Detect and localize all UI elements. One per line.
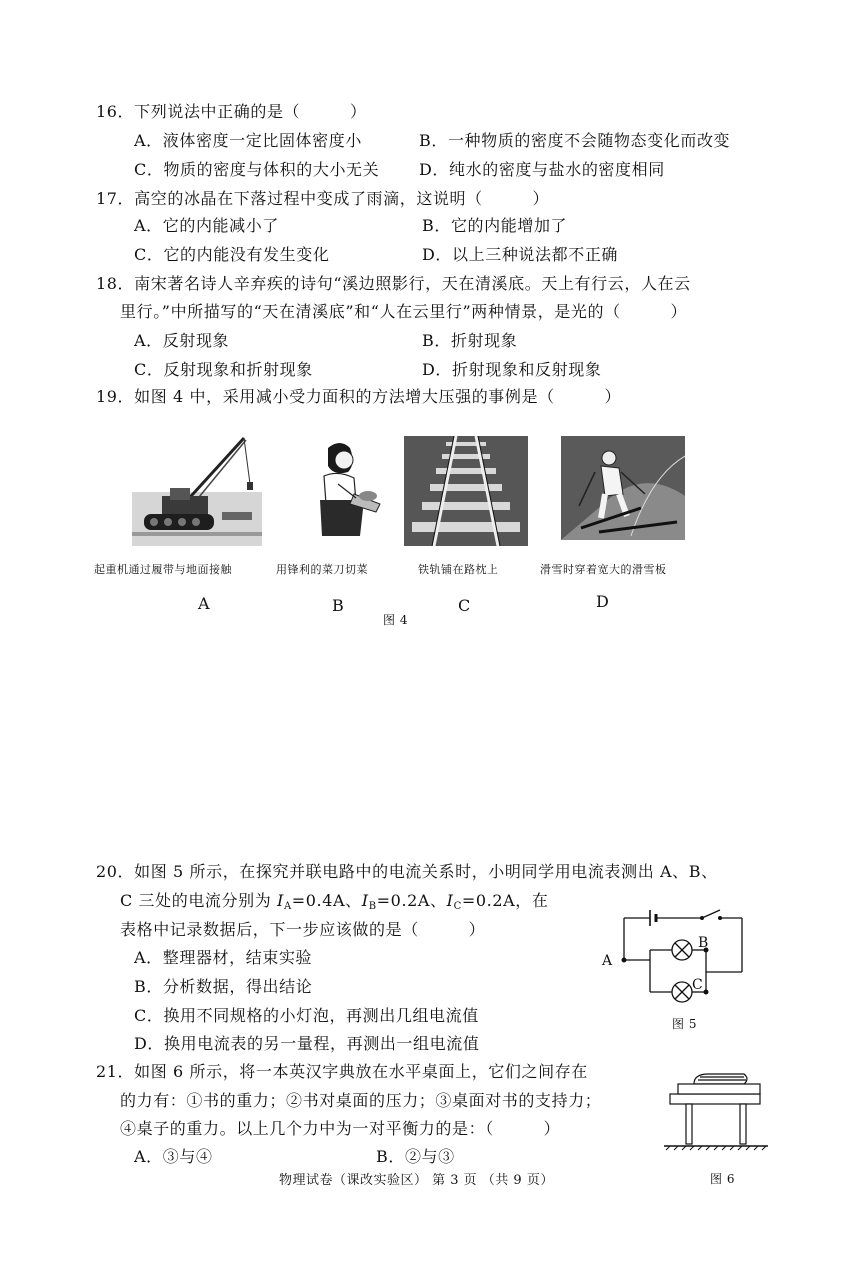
q20-stem-line3: 表格中记录数据后，下一步应该做的是（ ）: [120, 920, 486, 939]
q16-option-a: A．液体密度一定比固体密度小: [134, 131, 362, 150]
fig4-letter-c: C: [458, 596, 471, 615]
q21-option-a: A．③与④: [134, 1147, 213, 1166]
fig4-caption-c: 铁轨铺在路枕上: [418, 563, 499, 576]
fig4-letter-b: B: [332, 596, 345, 615]
q18-option-b: B．折射现象: [422, 331, 518, 350]
q21-stem-line2: 的力有：①书的重力；②书对桌面的压力；③桌面对书的支持力；: [120, 1091, 602, 1110]
cutting-vegetables-image: [298, 438, 384, 542]
q17-option-b: B．它的内能增加了: [422, 216, 568, 235]
fig4-label: 图 4: [383, 613, 408, 627]
q16-option-b: B．一种物质的密度不会随物态变化而改变: [419, 131, 731, 150]
fig4-caption-d: 滑雪时穿着宽大的滑雪板: [540, 563, 667, 576]
q17-option-c: C．它的内能没有发生变化: [134, 245, 330, 264]
q18-stem-line1: 18．南宋著名诗人辛弃疾的诗句“溪边照影行，天在清溪底。天上有行云，人在云: [96, 274, 691, 293]
q17-option-a: A．它的内能减小了: [134, 216, 279, 235]
fig4-letter-d: D: [596, 592, 610, 611]
fig4-caption-a: 起重机通过履带与地面接触: [94, 563, 232, 576]
q20-option-d: D．换用电流表的另一量程，再测出一组电流值: [134, 1034, 480, 1053]
q16-option-d: D．纯水的密度与盐水的密度相同: [419, 160, 665, 179]
q20-option-c: C．换用不同规格的小灯泡，再测出几组电流值: [134, 1006, 479, 1025]
book-on-table-diagram: [660, 1070, 770, 1160]
q18-option-c: C．反射现象和折射现象: [134, 360, 313, 379]
q20-option-b: B．分析数据，得出结论: [134, 977, 313, 996]
q20-stem-line2: C 三处的电流分别为 $I_A=0.4A$、$I_B=0.2A$、$I_C=0.2A$，在: [120, 891, 549, 912]
circuit-point-a-label: A: [602, 953, 613, 969]
q16-option-c: C．物质的密度与体积的大小无关: [134, 160, 380, 179]
q20-stem-line1: 20．如图 5 所示，在探究并联电路中的电流关系时，小明同学用电流表测出 A、B、: [96, 862, 718, 881]
circuit-point-c-label: C: [692, 977, 703, 993]
skiing-image: [561, 436, 685, 540]
q20-option-a: A．整理器材，结束实验: [134, 948, 313, 967]
circuit-point-b-label: B: [698, 935, 709, 951]
q21-option-b: B．②与③: [376, 1147, 455, 1166]
q21-stem-line1: 21．如图 6 所示，将一本英汉字典放在水平桌面上，它们之间存在: [96, 1062, 588, 1081]
fig6-label: 图 6: [710, 1172, 735, 1186]
q19-stem: 19．如图 4 中，采用减小受力面积的方法增大压强的事例是（ ）: [96, 387, 622, 406]
parallel-circuit-diagram: [598, 904, 750, 1004]
q18-option-d: D．折射现象和反射现象: [422, 360, 602, 379]
fig4-letter-a: A: [198, 594, 211, 613]
q17-stem: 17．高空的冰晶在下落过程中变成了雨滴，这说明（ ）: [96, 189, 550, 208]
fig5-label: 图 5: [672, 1017, 697, 1031]
q16-stem: 16．下列说法中正确的是（ ）: [96, 102, 367, 121]
fig4-caption-b: 用锋利的菜刀切菜: [276, 563, 368, 576]
q18-option-a: A．反射现象: [134, 331, 230, 350]
crane-image: [132, 434, 262, 546]
railway-track-image: [404, 436, 528, 546]
q18-stem-line2: 里行。”中所描写的“天在清溪底”和“人在云里行”两种情景，是光的（ ）: [120, 302, 688, 321]
page-footer: 物理试卷（课改实验区） 第 3 页 （共 9 页）: [279, 1173, 554, 1188]
q17-option-d: D．以上三种说法都不正确: [422, 245, 619, 264]
q21-stem-line3: ④桌子的重力。以上几个力中为一对平衡力的是：（ ）: [120, 1119, 561, 1138]
